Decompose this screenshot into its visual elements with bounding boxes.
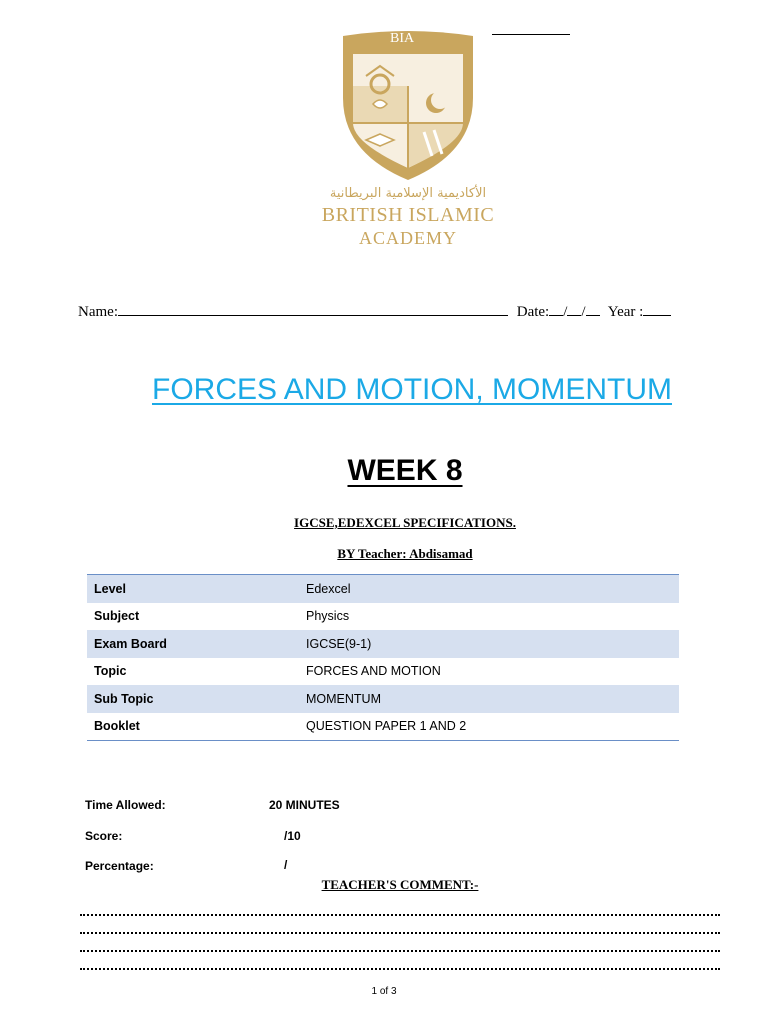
percentage-label: Percentage: [85, 859, 154, 873]
page-indicator: 1 of 3 [371, 986, 397, 997]
top-right-rule [492, 34, 570, 35]
logo-monogram: BIA [390, 31, 415, 46]
row-value: MOMENTUM [306, 691, 381, 706]
percentage-value: / [284, 858, 288, 872]
row-value: FORCES AND MOTION [306, 664, 441, 679]
score-label: Score: [85, 829, 123, 843]
comment-line[interactable] [80, 950, 720, 952]
row-label: Sub Topic [94, 691, 154, 706]
week-heading: WEEK 8 [347, 454, 463, 487]
table-row [87, 575, 679, 603]
specifications-heading: IGCSE,EDEXCEL SPECIFICATIONS. [294, 515, 516, 530]
time-allowed-value: 20 MINUTES [269, 798, 340, 812]
table-row [87, 658, 679, 686]
teacher-heading: BY Teacher: Abdisamad [337, 546, 473, 561]
name-blank[interactable] [118, 315, 508, 316]
time-allowed-label: Time Allowed: [85, 798, 166, 812]
logo-name-line1: BRITISH ISLAMIC [321, 204, 495, 226]
comment-line[interactable] [80, 968, 720, 970]
name-date-year-line: Name: Date: / / Year : [78, 304, 671, 321]
row-value: Physics [306, 609, 350, 624]
table-row [87, 630, 679, 658]
row-label: Topic [94, 664, 127, 679]
score-value: /10 [284, 829, 301, 843]
date-label: Date: [516, 304, 550, 320]
crest-shield-icon [318, 28, 498, 188]
row-value: Edexcel [306, 581, 351, 596]
comment-line[interactable] [80, 932, 720, 934]
table-row [87, 713, 679, 741]
row-value: QUESTION PAPER 1 AND 2 [306, 719, 467, 734]
logo-name-line2: ACADEMY [358, 228, 457, 248]
page-title: FORCES AND MOTION, MOMENTUM [152, 373, 672, 406]
row-value: IGCSE(9-1) [306, 636, 372, 651]
date-year-blank[interactable] [586, 315, 600, 316]
row-label: Level [94, 581, 126, 596]
name-label: Name: [78, 304, 118, 320]
row-label: Exam Board [94, 636, 167, 651]
year-blank[interactable] [643, 315, 671, 316]
date-month-blank[interactable] [567, 315, 581, 316]
date-day-blank[interactable] [549, 315, 563, 316]
teacher-comment-heading: TEACHER'S COMMENT:- [321, 877, 479, 892]
row-label: Subject [94, 609, 140, 624]
logo-arabic-name: الأكاديمية الإسلامية البريطانية [329, 186, 487, 201]
table-row [87, 603, 679, 631]
comment-line[interactable] [80, 914, 720, 916]
year-label: Year : [607, 304, 644, 320]
info-table [87, 574, 679, 741]
table-row [87, 685, 679, 713]
row-label: Booklet [94, 719, 140, 734]
